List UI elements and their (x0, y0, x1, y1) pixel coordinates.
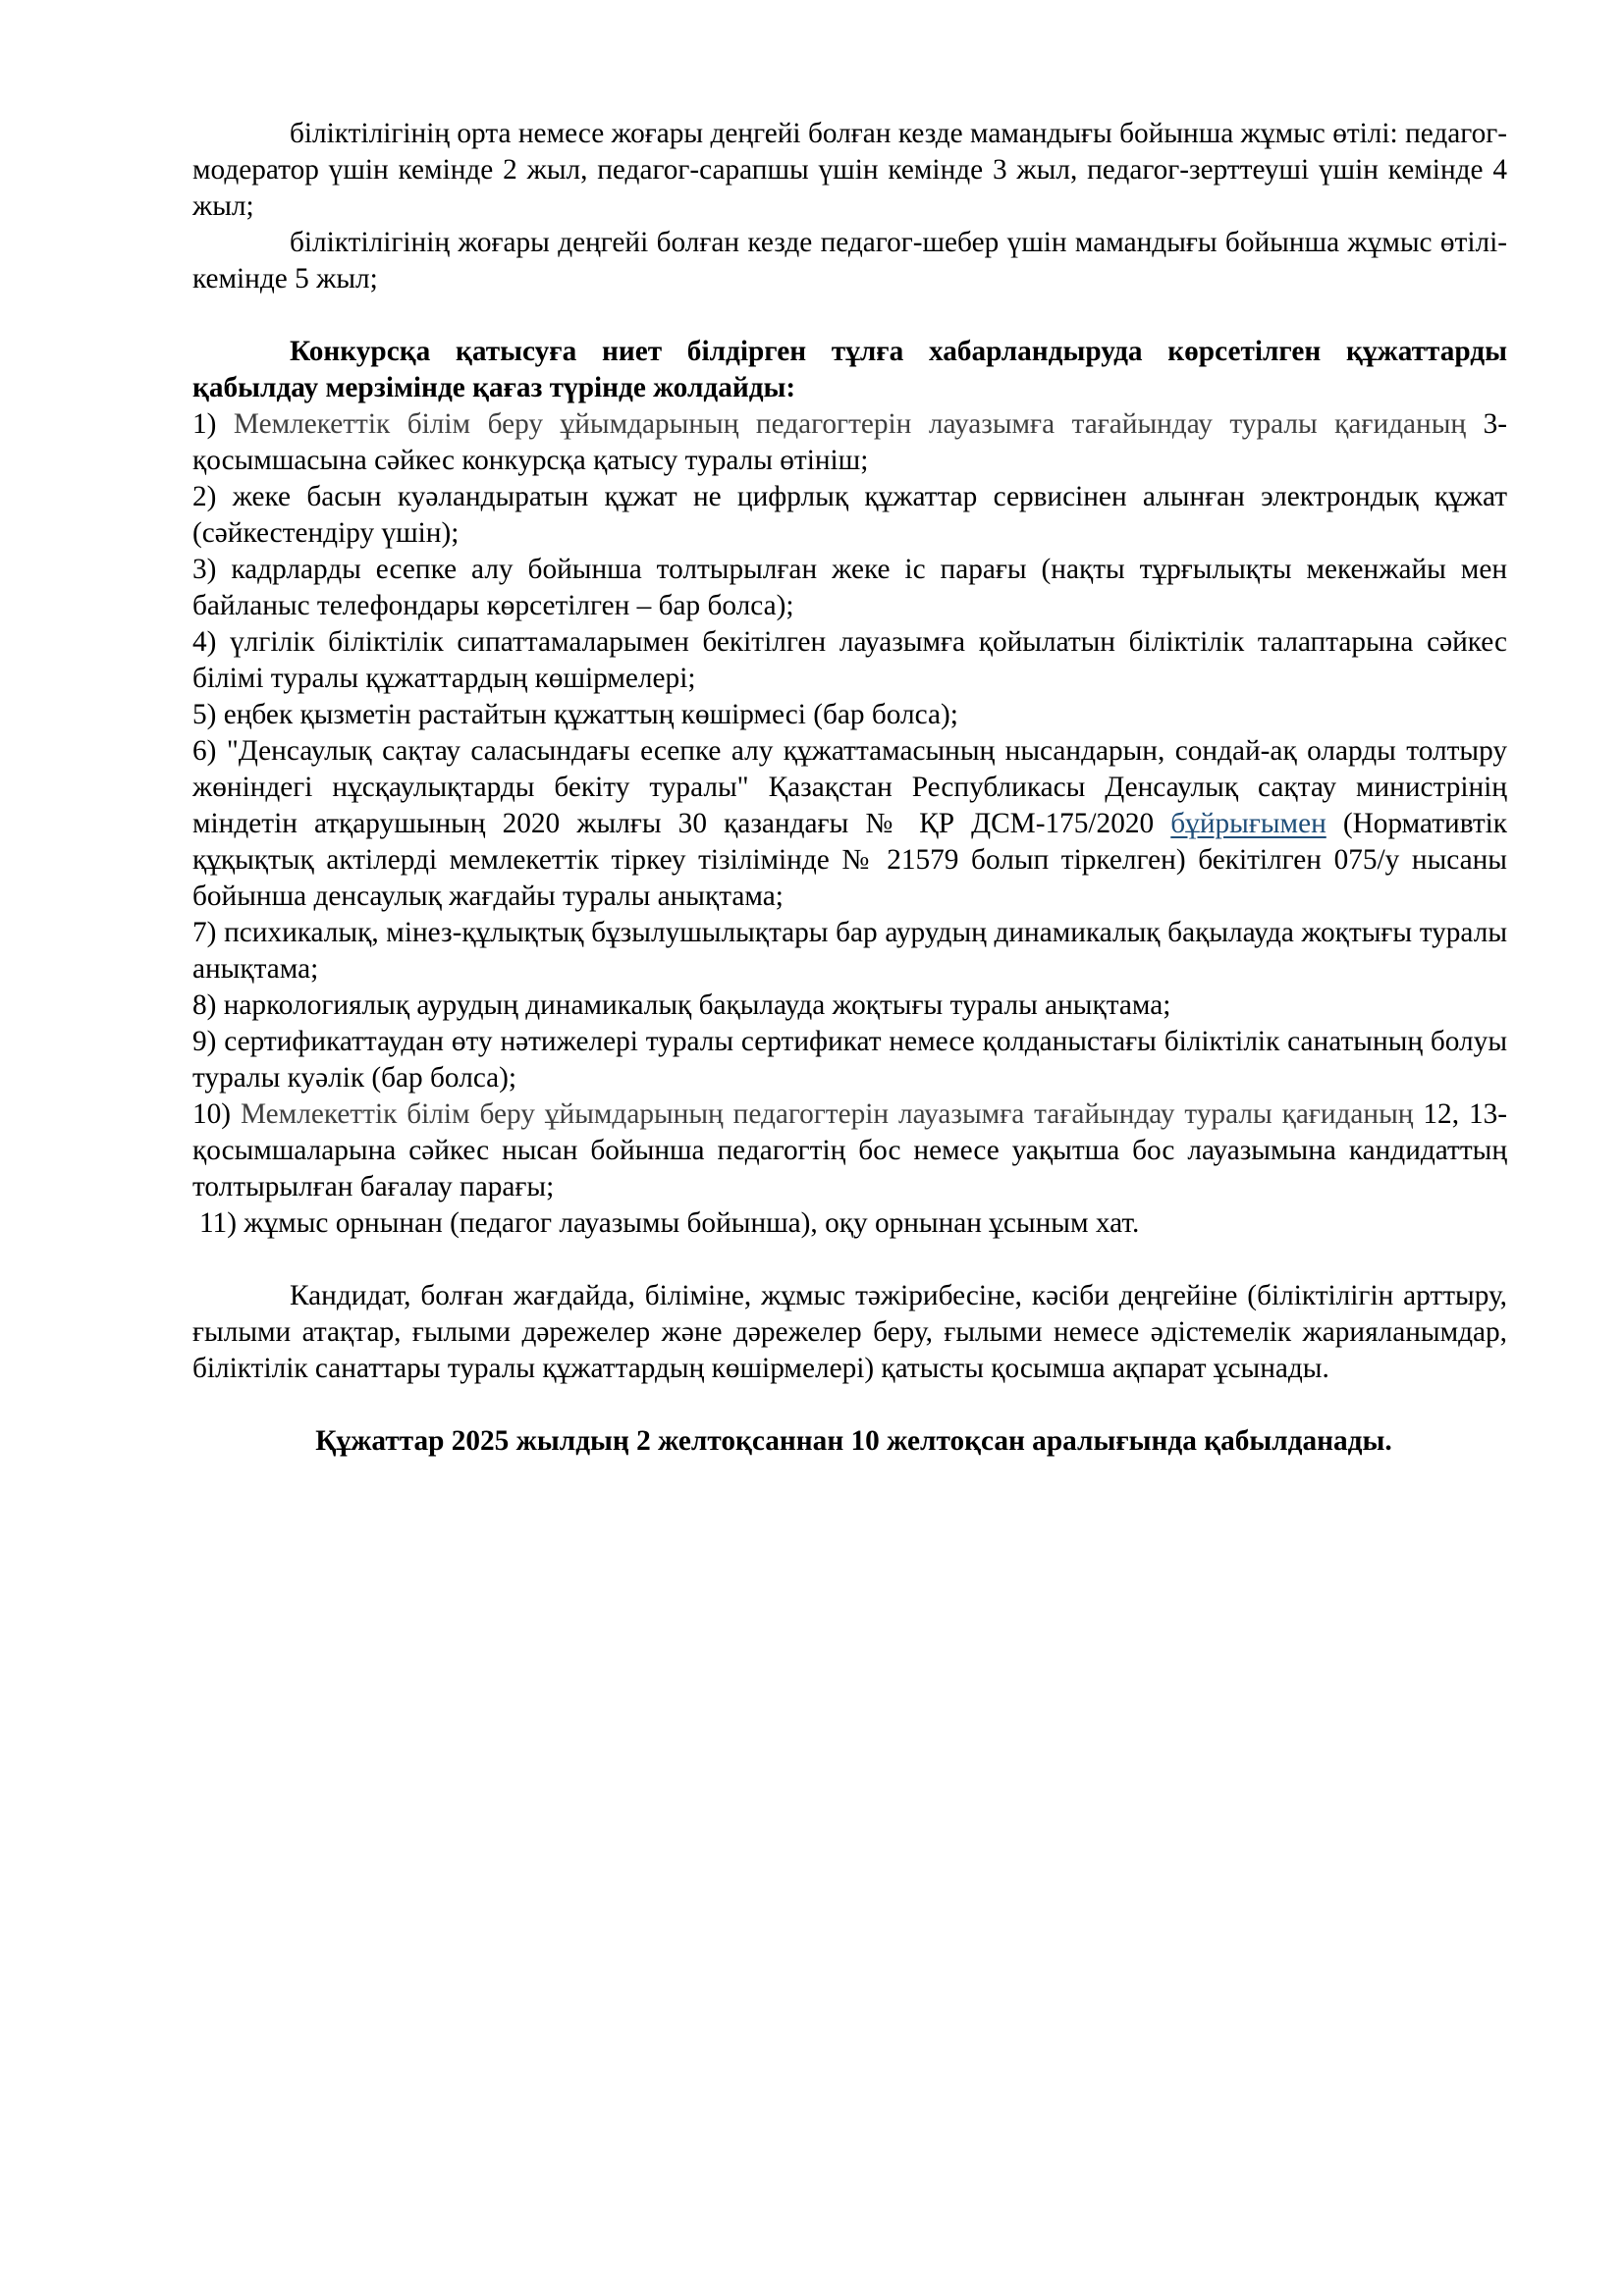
list-item-text: психикалық, мінез-құлықтық бұзылушылықтары бар аурудың динамикалық бақылауда жоқтығы туралы анықтама; (192, 917, 1508, 985)
list-item-number: 11) (199, 1207, 237, 1239)
list-item-3 (192, 552, 1507, 624)
list-item-6 (192, 733, 1507, 915)
rules-reference-text: Мемлекеттік білім беру ұйымдарының педагогтерін лауазымға тағайындау туралы қағиданың (241, 1098, 1414, 1130)
list-item-number: 4) (192, 626, 217, 658)
list-item-2 (192, 479, 1507, 552)
list-item-number: 3) (192, 554, 217, 585)
additional-info-paragraph: Кандидат, болған жағдайда, біліміне, жұмыс тәжірибесіне, кәсіби деңгейіне (біліктілігін арттыру, ғылыми атақтар, ғылыми дәрежелер және дәрежелер беру, ғылыми немесе әдістемелік жарияланымдар, біліктілік санаттары туралы құжаттардың көшірмелері) қатысты қосымша ақпарат ұсынады. (192, 1280, 1507, 1384)
list-item-number: 7) (192, 917, 217, 948)
list-item-number: 1) (192, 408, 217, 440)
rules-reference-text: Мемлекеттік білім беру ұйымдарының педагогтерін лауазымға тағайындау туралы қағиданың (233, 408, 1467, 440)
spacer (192, 297, 1507, 334)
list-item-11 (192, 1205, 1507, 1242)
list-item-9 (192, 1024, 1507, 1096)
list-item-text: наркологиялық аурудың динамикалық бақылауда жоқтығы туралы анықтама; (223, 989, 1171, 1021)
list-item-text: жеке басын куәландыратын құжат не цифрлық құжаттар сервисінен алынған электрондық құжат (сәйкестендіру үшін); (192, 481, 1508, 549)
list-item-1 (192, 406, 1507, 479)
list-item-4 (192, 624, 1507, 697)
list-item-7 (192, 915, 1507, 988)
list-item-text: сертификаттаудан өту нәтижелері туралы сертификат немесе қолданыстағы біліктілік санатының болуы туралы куәлік (бар болса); (192, 1026, 1507, 1094)
spacer (192, 1242, 1507, 1278)
list-item-10 (192, 1096, 1507, 1205)
order-link[interactable]: бұйрығымен (1170, 808, 1326, 839)
deadline-notice: Құжаттар 2025 жылдың 2 желтоқсаннан 10 желтоқсан аралығында қабылданады. (315, 1425, 1392, 1457)
list-item-text: 3- қосымшасына сәйкес конкурсқа қатысу туралы өтініш; (192, 408, 1507, 476)
list-item-number: 8) (192, 989, 217, 1021)
list-item-text: еңбек қызметін растайтын құжаттың көшірмесі (бар болса); (223, 699, 958, 730)
list-item-text: "Денсаулық сақтау саласындағы есепке алу құжаттамасының нысандарын, сондай-ақ оларды толтыру жөніндегі нұсқаулықтарды бекіту туралы" Қазақстан Республикасы Денсаулық сақтау министрінің міндетін атқарушының 2020 жылғы 30 қазандағы № ҚР ДСМ-175/2020 (192, 735, 1508, 839)
list-item-number: 10) (192, 1098, 232, 1130)
intro-paragraph-1: біліктілігінің орта немесе жоғары деңгейі болған кезде мамандығы бойынша жұмыс өтілі: педагог-модератор үшін кемінде 2 жыл, педагог-сарапшы үшін кемінде 3 жыл, педагог-зерттеуші үшін кемінде 4 жыл; (192, 118, 1507, 222)
list-item-number: 5) (192, 699, 217, 730)
section-heading: Конкурсқа қатысуға ниет білдірген тұлға хабарландыруда көрсетілген құжаттарды қабылдау мерзімінде қағаз түрінде жолдайды: (192, 336, 1507, 403)
list-item-number: 2) (192, 481, 217, 512)
list-item-text: 12, 13-қосымшаларына сәйкес нысан бойынша педагогтің бос немесе уақытша бос лауазымына кандидаттың толтырылған бағалау парағы; (192, 1098, 1508, 1202)
list-item-text: (Нормативтік құқықтық актілерді мемлекеттік тіркеу тізілімінде № 21579 болып тіркелген) бекітілген 075/у нысаны бойынша денсаулық жағдайы туралы анықтама; (192, 808, 1507, 912)
list-item-number: 9) (192, 1026, 217, 1057)
list-item-text: үлгілік біліктілік сипаттамаларымен бекітілген лауазымға қойылатын біліктілік талаптарына сәйкес білімі туралы құжаттардың көшірмелері; (192, 626, 1507, 694)
document-page (192, 116, 1507, 1460)
list-item-8 (192, 988, 1507, 1024)
list-item-text: жұмыс орнынан (педагог лауазымы бойынша), оқу орнынан ұсыным хат. (244, 1207, 1140, 1239)
list-item-number: 6) (192, 735, 217, 767)
documents-list (192, 406, 1507, 1242)
list-item-text: кадрларды есепке алу бойынша толтырылған жеке іс парағы (нақты тұрғылықты мекенжайы мен байланыс телефондары көрсетілген – бар болса); (192, 554, 1508, 621)
intro-paragraph-2: біліктілігінің жоғары деңгейі болған кезде педагог-шебер үшін мамандығы бойынша жұмыс өтілі-кемінде 5 жыл; (192, 227, 1507, 294)
list-item-5 (192, 697, 1507, 733)
